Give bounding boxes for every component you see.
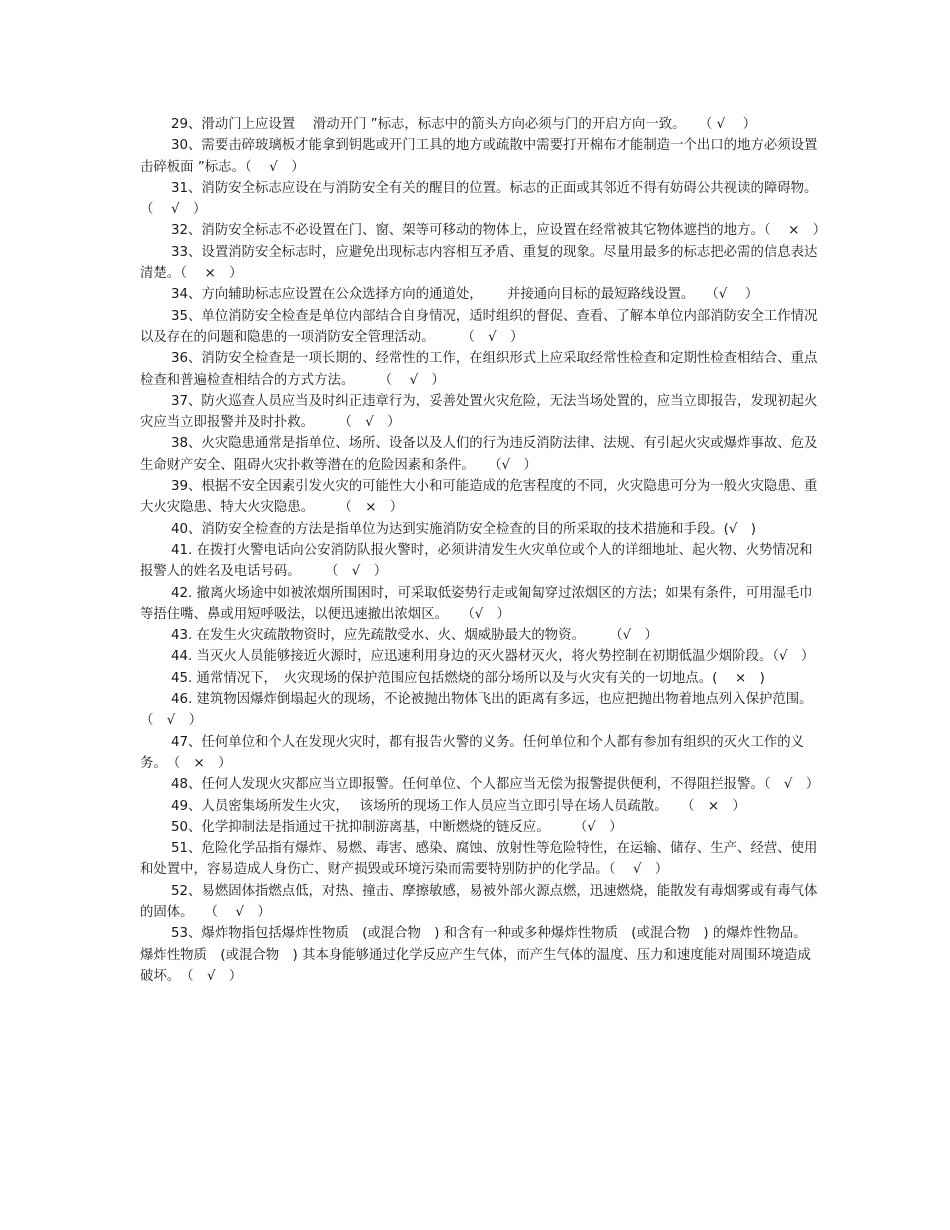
question-50: 50、化学抑制法是指通过干扰抑制游离基，中断燃烧的链反应。 （√ ）	[171, 819, 623, 835]
question-51: 51、危险化学品指有爆炸、易燃、毒害、感染、腐蚀、放射性等危险特性，在运输、储存、生产、经营、使用和处置中，容易造成人身伤亡、财产损毁或环境污染而需要特别防护的化学品。（ √ ）	[140, 841, 818, 878]
question-34: 34、方向辅助标志应设置在公众选择方向的通道处， 并接通向目标的最短路线设置。 （√ ）	[171, 287, 759, 303]
question-37: 37、防火巡查人员应当及时纠正违章行为，妥善处置火灾危险，无法当场处置的，应当立即报告，发现初起火灾应当立即报警并及时扑救。 （ √ ）	[140, 393, 818, 431]
question-41: 41. 在拨打火警电话向公安消防队报火警时，必须讲清发生火灾单位或个人的详细地址、起火物、火势情况和报警人的姓名及电话号码。 （ √ ）	[140, 542, 813, 580]
question-40: 40、消防安全检查的方法是指单位为达到实施消防安全检查的目的所采取的技术措施和手段。(√ )	[171, 521, 757, 537]
question-45: 45. 通常情况下， 火灾现场的保护范围应包括燃烧的部分场所以及与火灾有关的一切地点。( × )	[171, 670, 765, 686]
question-52: 52、易燃固体指燃点低，对热、撞击、摩擦敏感，易被外部火源点燃，迅速燃烧，能散发有毒烟雾或有毒气体的固体。 （ √ ）	[140, 883, 818, 920]
question-53: 53、爆炸物指包括爆炸性物质 (或混合物 ) 和含有一种或多种爆炸性物质 (或混合物 ) 的爆炸性物品。爆炸性物质 (或混合物 ) 其本身能够通过化学反应产生气体，而产生气体的温度、压力和速度能对周围环境造成破坏。 （ √ ）	[140, 926, 811, 984]
question-44: 44. 当灭火人员能够接近火源时，应迅速利用身边的灭火器材灭火，将火势控制在初期低温少烟阶段。（√ ）	[171, 649, 815, 665]
question-36: 36、消防安全检查是一项长期的、经常性的工作，在组织形式上应采取经常性检查和定期性检查相结合、重点检查和普遍检查相结合的方式方法。 （ √ ）	[140, 351, 818, 388]
question-32: 32、消防安全标志不必设置在门、窗、架等可移动的物体上，应设置在经常被其它物体遮挡的地方。（ × ）	[171, 223, 827, 239]
question-38: 38、火灾隐患通常是指单位、场所、设备以及人们的行为违反消防法律、法规、有引起火灾或爆炸事故、危及生命财产安全、阻碍火灾扑救等潜在的危险因素和条件。 （√ ）	[140, 436, 818, 473]
question-46: 46. 建筑物因爆炸倒塌起火的现场，不论被抛出物体飞出的距离有多远，也应把抛出物着地点列入保护范围。 （ √ ）	[140, 692, 820, 729]
question-49: 49、人员密集场所发生火灾， 该场所的现场工作人员应当立即引导在场人员疏散。 （ × ）	[171, 798, 746, 814]
question-30: 30、需要击碎玻璃板才能拿到钥匙或开门工具的地方或疏散中需要打开棉布才能制造一个出口的地方必须设置 击碎板面 ”标志。（ √ ）	[140, 138, 836, 175]
question-29: 29、滑动门上应设置 滑动开门 ”标志，标志中的箭头方向必须与门的开启方向一致。 （ √ ）	[171, 117, 757, 132]
question-31: 31、消防安全标志应设在与消防安全有关的醒目的位置。标志的正面或其邻近不得有妨碍公共视读的障碍物。（ √ ）	[140, 180, 818, 218]
question-35: 35、单位消防安全检查是单位内部结合自身情况，适时组织的督促、查看、了解本单位内部消防安全工作情况以及存在的问题和隐患的一项消防安全管理活动。 （ √ ）	[140, 308, 818, 345]
question-43: 43. 在发生火灾疏散物资时，应先疏散受水、火、烟威胁最大的物资。 （√ ）	[171, 628, 658, 644]
question-33: 33、设置消防安全标志时，应避免出现标志内容相互矛盾、重复的现象。尽量用最多的标志把必需的信息表达清楚。（ × ）	[140, 244, 818, 282]
question-list	[140, 114, 836, 987]
question-47: 47、任何单位和个人在发现火灾时，都有报告火警的义务。任何单位和个人都有参加有组织的灭火工作的义务。 （ × ）	[140, 734, 805, 771]
question-42: 42. 撤离火场途中如被浓烟所围困时，可采取低姿势行走或匍匐穿过浓烟区的方法；如果有条件，可用湿毛巾等捂住嘴、鼻或用短呼吸法，以便迅速撤出浓烟区。 （√ ）	[140, 585, 813, 622]
question-39: 39、根据不安全因素引发火灾的可能性大小和可能造成的危害程度的不同，火灾隐患可分为一般火灾隐患、重大火灾隐患、特大火灾隐患。 （ × ）	[140, 479, 818, 516]
question-48: 48、任何人发现火灾都应当立即报警。任何单位、个人都应当无偿为报警提供便利，不得阻拦报警。（ √ ）	[171, 777, 820, 793]
